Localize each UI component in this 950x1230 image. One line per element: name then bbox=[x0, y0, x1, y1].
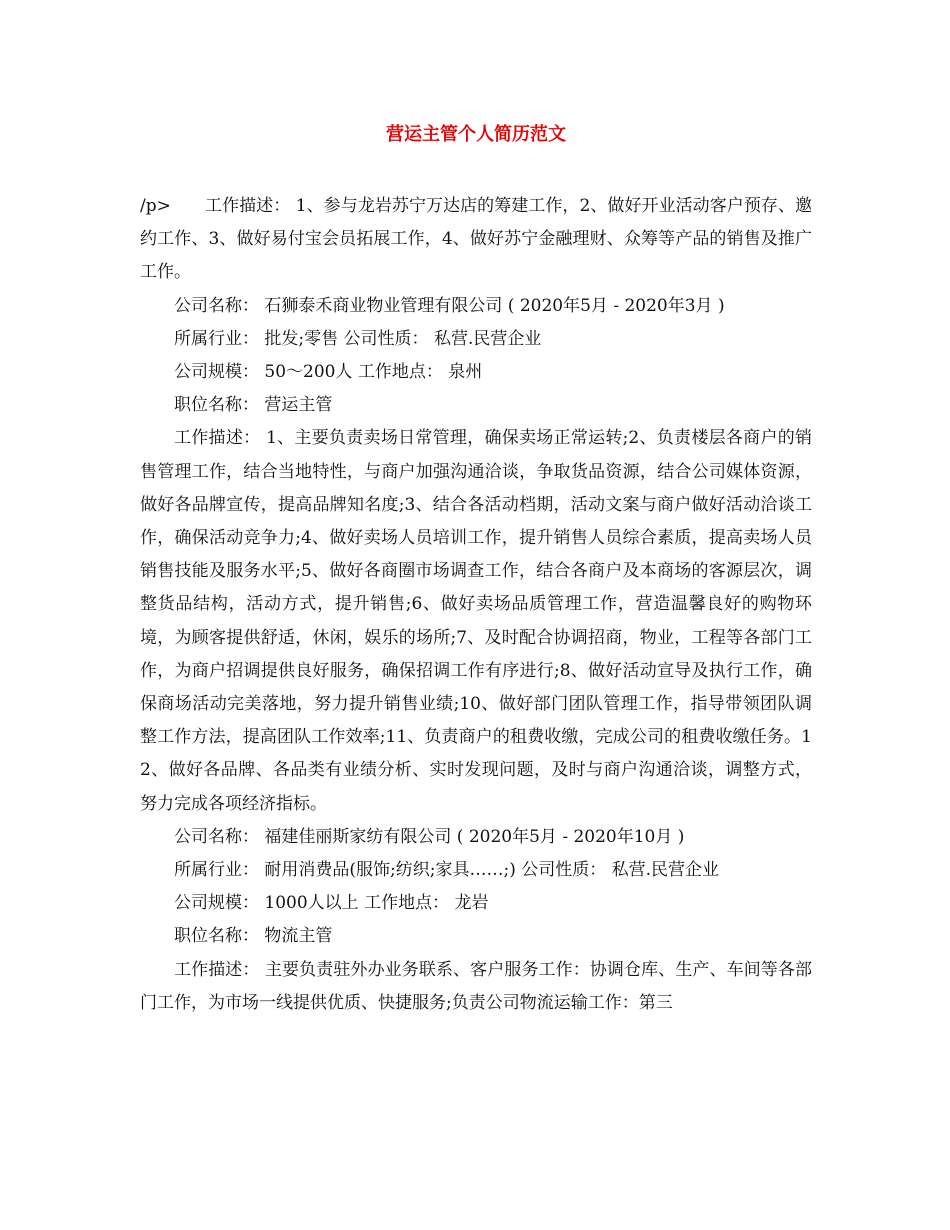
company-name-line-1: 公司名称： 石狮泰禾商业物业管理有限公司 ( 2020年5月 - 2020年3月 ) bbox=[174, 295, 725, 316]
industry-line-2: 所属行业： 耐用消费品(服饰;纺织;家具……;) 公司性质： 私营.民营企业 bbox=[174, 860, 720, 881]
company-name-line-2: 公司名称： 福建佳丽斯家纺有限公司 ( 2020年5月 - 2020年10月 ) bbox=[174, 826, 685, 847]
company-size-line-1: 公司规模： 50～200人 工作地点： 泉州 bbox=[174, 362, 483, 383]
position-line-1: 职位名称： 营运主管 bbox=[174, 395, 333, 416]
company-size-line-2: 公司规模： 1000人以上 工作地点： 龙岩 bbox=[174, 893, 489, 914]
document-body bbox=[140, 190, 812, 1020]
document-title: 营运主管个人简历范文 bbox=[386, 124, 566, 145]
paragraph-work-description-2: 工作描述： 1、主要负责卖场日常管理，确保卖场正常运转;2、负责楼层各商户的销售管理工作，结合当地特性，与商户加强沟通洽谈，争取货品资源，结合公司媒体资源，做好各品牌宣传，提高品牌知名度;3、结合各活动档期，活动文案与商户做好活动洽谈工作，确保活动竞争力;4、做好卖场人员培训工作，提升销售人员综合素质，提高卖场人员销售技能及服务水平;5、做好各商圈市场调查工作，结合各商户及本商场的客源层次，调整货品结构，活动方式，提升销售;6、做好卖场品质管理工作，营造温馨良好的购物环境，为顾客提供舒适，休闲，娱乐的场所;7、及时配合协调招商，物业，工程等各部门工作，为商户招调提供良好服务，确保招调工作有序进行;8、做好活动宣导及执行工作，确保商场活动完美落地，努力提升销售业绩;10、做好部门团队管理工作，指导带领团队调整工作方法，提高团队工作效率;11、负责商户的租费收缴，完成公司的租费收缴任务。12、做好各品牌、各品类有业绩分析、实时发现问题，及时与商户沟通洽谈，调整方式，努力完成各项经济指标。 bbox=[140, 428, 812, 814]
industry-line-1: 所属行业： 批发;零售 公司性质： 私营.民营企业 bbox=[174, 328, 542, 349]
paragraph-work-description-3: 工作描述： 主要负责驻外办业务联系、客户服务工作：协调仓库、生产、车间等各部门工作，为市场一线提供优质、快捷服务;负责公司物流运输工作：第三 bbox=[140, 959, 812, 1013]
position-line-2: 职位名称： 物流主管 bbox=[174, 926, 333, 947]
paragraph-work-description-1: /p> 工作描述： 1、参与龙岩苏宁万达店的筹建工作，2、做好开业活动客户预存、邀约工作、3、做好易付宝会员拓展工作，4、做好苏宁金融理财、众筹等产品的销售及推广工作。 bbox=[140, 196, 812, 283]
